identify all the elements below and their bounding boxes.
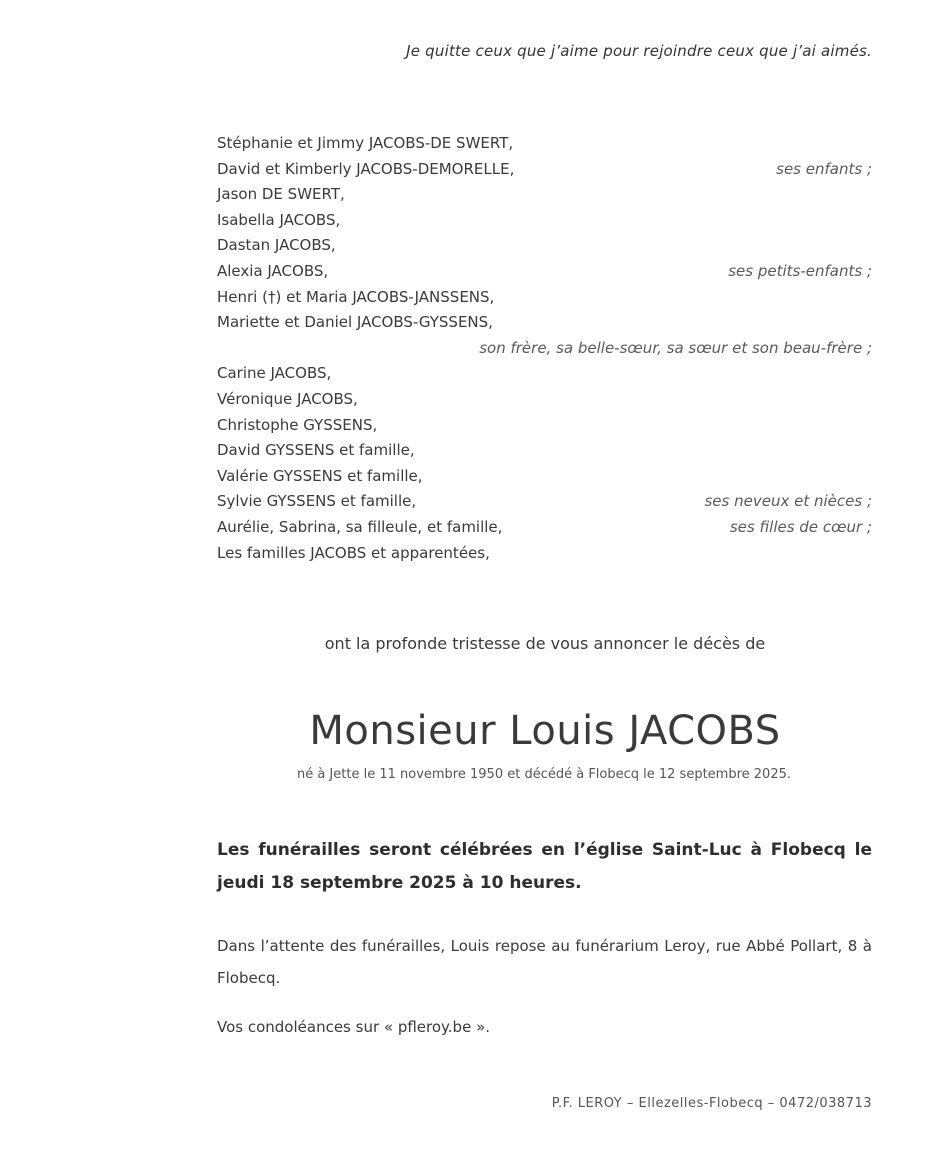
family-line: [217, 131, 872, 157]
family-line: [217, 387, 872, 413]
family-member-name: Isabella JACOBS,: [217, 210, 341, 229]
family-member-name: Christophe GYSSENS,: [217, 415, 378, 434]
repose-details: Dans l’attente des funérailles, Louis repose au funérarium Leroy, rue Abbé Pollart, 8 à Flobecq.: [217, 937, 872, 987]
family-line: [217, 438, 872, 464]
family-member-name: Mariette et Daniel JACOBS-GYSSENS,: [217, 313, 493, 332]
family-relation: ses enfants ;: [776, 159, 872, 178]
family-member-name: Sylvie GYSSENS et famille,: [217, 492, 417, 511]
epigraph: Je quitte ceux que j’aime pour rejoindre ceux que j’ai aimés.: [406, 42, 872, 60]
family-member-name: Carine JACOBS,: [217, 364, 332, 383]
funeral-home-footer: P.F. LEROY – Ellezelles-Flobecq – 0472/038713: [551, 1096, 872, 1111]
announcement: ont la profonde tristesse de vous annoncer le décès de: [324, 634, 766, 653]
family-relation: ses neveux et nièces ;: [704, 492, 872, 511]
deceased-name: Monsieur Louis JACOBS: [309, 708, 781, 754]
family-member-name: Stéphanie et Jimmy JACOBS-DE SWERT,: [217, 134, 514, 152]
family-member-name: Alexia JACOBS,: [217, 261, 329, 280]
family-line: [217, 208, 872, 234]
family-line: [217, 233, 872, 259]
family-member-name: Jason DE SWERT,: [217, 185, 345, 204]
family-relation: son frère, sa belle-sœur, sa sœur et son beau-frère ;: [479, 338, 872, 357]
family-line: [217, 259, 872, 285]
family-line: [217, 541, 872, 567]
birth-death-dates: né à Jette le 11 novembre 1950 et décédé à Flobecq le 12 septembre 2025.: [296, 767, 792, 782]
family-member-name: Valérie GYSSENS et famille,: [217, 466, 423, 485]
family-line: [217, 157, 872, 183]
family-relation: ses petits-enfants ;: [728, 261, 872, 280]
family-member-name: Dastan JACOBS,: [217, 236, 336, 255]
family-member-name: Les familles JACOBS et apparentées,: [217, 543, 490, 562]
family-member-name: Henri (†) et Maria JACOBS-JANSSENS,: [217, 287, 495, 306]
family-line: [217, 361, 872, 387]
family-line: [217, 515, 872, 541]
family-line: [217, 413, 872, 439]
family-line: [217, 336, 872, 362]
family-relation: ses filles de cœur ;: [729, 517, 872, 536]
family-line: [217, 489, 872, 515]
family-member-name: David et Kimberly JACOBS-DEMORELLE,: [217, 159, 515, 178]
family-member-name: Aurélie, Sabrina, sa filleule, et famille,: [217, 517, 503, 536]
family-line: [217, 464, 872, 490]
family-member-name: Véronique JACOBS,: [217, 389, 358, 408]
family-line: [217, 182, 872, 208]
family-list: [217, 131, 872, 566]
family-line: [217, 285, 872, 311]
funeral-details: Les funérailles seront célébrées en l’église Saint-Luc à Flobecq le jeudi 18 septembre 2025 à 10 heures.: [217, 840, 872, 893]
family-line: [217, 310, 872, 336]
condolences-note: Vos condoléances sur « pfleroy.be ».: [217, 1018, 491, 1036]
family-member-name: David GYSSENS et famille,: [217, 441, 415, 460]
